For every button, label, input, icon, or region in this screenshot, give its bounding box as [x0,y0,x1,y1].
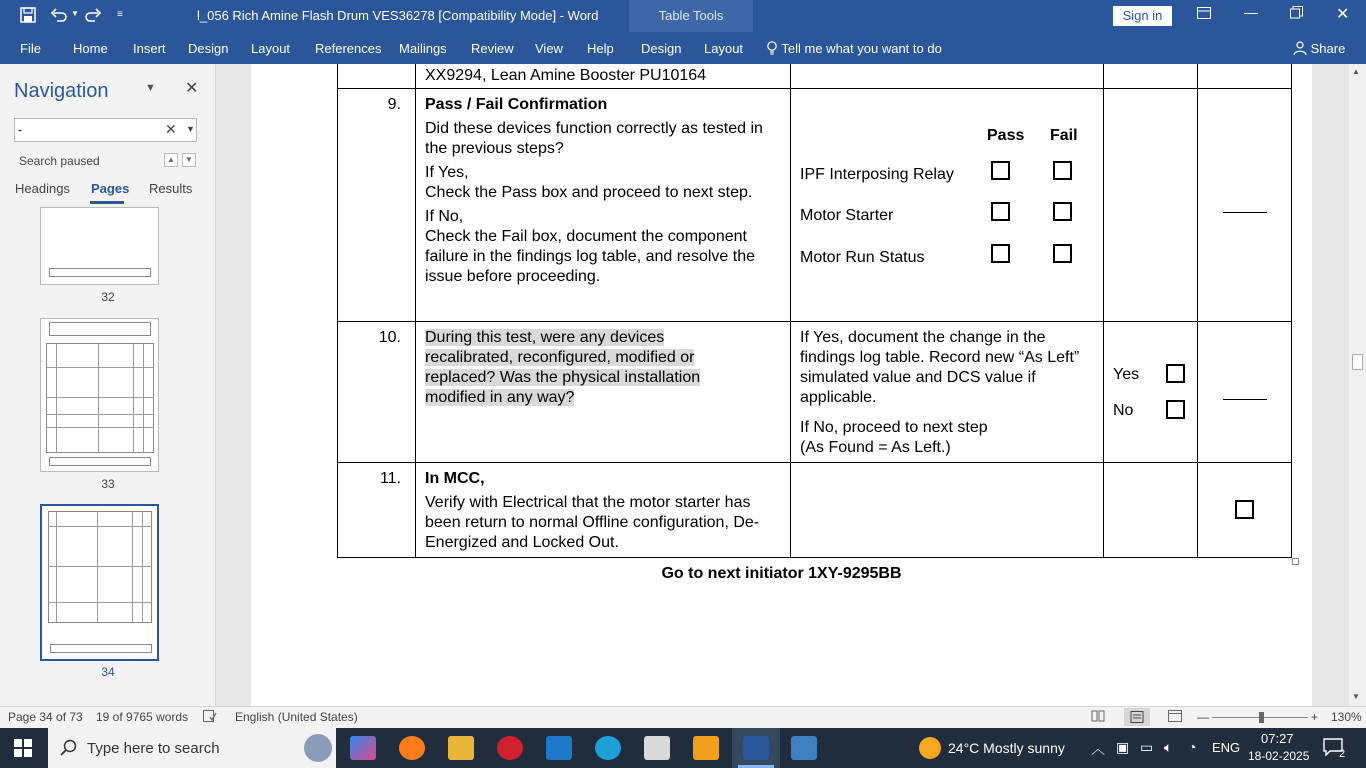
fail-column-label: Fail [1050,127,1078,144]
acceptance-criteria-cell[interactable] [791,64,1104,89]
thumb-line [142,511,143,623]
thumb-footer [49,268,151,277]
nav-tab-results[interactable]: Results [149,181,193,196]
ribbon-display-options-icon[interactable] [1197,6,1211,22]
step-heading: In MCC, [425,470,485,487]
language-tray[interactable]: ENG [1212,740,1241,755]
navigation-options-icon[interactable]: ▼ [145,82,156,94]
proofing-icon[interactable] [203,710,217,725]
next-result-icon[interactable]: ▼ [182,153,196,167]
result-cell[interactable] [1104,89,1198,322]
step-paragraph [425,163,782,203]
fail-checkbox[interactable] [1053,202,1072,221]
document-workspace[interactable] [217,64,1349,706]
firefox-icon[interactable] [399,736,425,760]
criteria-line: (As Found = As Left.) [800,439,951,456]
thumb-line [46,427,154,428]
step-paragraph [425,207,782,287]
close-pane-icon[interactable]: ✕ [185,80,199,97]
navigation-search-input[interactable]: - [18,122,23,137]
taskbar-search-box[interactable] [48,728,336,768]
tab-review[interactable]: Review [471,41,514,56]
share-label: Share [1310,41,1346,56]
page-count[interactable]: Page 34 of 73 [8,710,83,724]
thumb-table [46,343,154,453]
page-thumbnails [0,207,216,706]
thumb-line [46,414,154,415]
yes-checkbox[interactable] [1166,364,1185,383]
undo-icon[interactable] [50,7,68,28]
no-label: No [1113,402,1134,419]
active-tab-indicator [90,201,124,204]
remote-app-icon[interactable] [791,736,817,760]
thumb-line [97,511,98,623]
thumb-footer [50,644,152,653]
page-number-34: 34 [101,665,115,679]
search-highlight-icon [304,734,332,762]
criteria-paragraph: If Yes, document the change in the findings log table. Record new “As Left” simulated value and DCS value if applicable. [800,329,1080,406]
tab-help[interactable]: Help [587,41,614,56]
ribbon-tabs [0,32,1366,64]
criteria-line: If No, proceed to next step [800,419,988,436]
step-line: Check the Fail box, document the component failure in the findings log table, and resolve the issue before proceeding. [425,228,755,285]
thumb-line [48,526,152,527]
result-cell[interactable] [1104,322,1198,463]
speaker-icon[interactable]: 🔈︎ [1164,739,1173,755]
previous-result-icon[interactable]: ▲ [164,153,178,167]
print-layout-icon[interactable] [1124,708,1150,726]
tab-mailings[interactable]: Mailings [399,41,447,56]
weather-text[interactable]: 24°C Mostly sunny [948,740,1065,756]
step-paragraph: Did these devices function correctly as tested in the previous steps? [425,120,763,157]
taskbar [0,728,1366,768]
step-description-cell[interactable] [416,322,791,463]
thumb-line [48,602,152,603]
step-description-cell[interactable] [416,89,791,322]
step-paragraph [425,328,782,408]
tab-view[interactable]: View [535,41,563,56]
thumb-line [143,343,144,453]
scroll-thumb[interactable] [1352,354,1363,370]
thumb-footer [49,457,151,466]
clear-search-icon[interactable]: ✕ [165,121,177,137]
clock-date[interactable]: 18-02-2025 [1248,749,1310,763]
initials-cell[interactable] [1198,89,1292,322]
close-window-icon[interactable]: ✕ [1336,6,1350,23]
thumb-line [132,511,133,623]
file-explorer-icon[interactable] [448,736,474,760]
step-heading: Pass / Fail Confirmation [425,96,608,113]
page-thumbnail-32[interactable] [40,207,159,285]
initials-line [1223,399,1267,400]
result-cell[interactable] [1104,64,1198,89]
weather-icon[interactable] [919,737,941,759]
thumb-line [56,343,57,453]
step-number: 10. [338,322,416,463]
thumb-line [48,566,152,567]
word-icon [743,736,769,760]
step-paragraph: Verify with Electrical that the motor starter has been return to normal Offline configuration, De-Energized and Locked Out. [425,494,760,551]
navigation-title: Navigation [14,80,109,102]
initials-line [1223,212,1267,213]
mail-icon[interactable] [546,736,572,760]
device-label: Motor Starter [800,207,894,224]
page-number-33: 33 [101,477,115,491]
web-layout-icon[interactable] [1168,710,1182,725]
folder-app-icon[interactable] [693,736,719,760]
thumb-line [98,343,99,453]
customize-qat-icon[interactable]: ≡ [117,9,123,20]
language-indicator[interactable]: English (United States) [235,710,358,724]
criteria-paragraph [800,418,1095,458]
pass-checkbox[interactable] [991,161,1010,180]
scroll-up-icon[interactable]: ▲ [1352,67,1360,76]
table-row [338,64,1292,89]
search-icon [60,739,78,762]
result-cell[interactable] [1104,463,1198,558]
copilot-icon[interactable] [350,736,376,760]
thumb-line [56,511,57,623]
step-number-cell[interactable] [338,64,416,89]
read-mode-icon[interactable] [1091,710,1105,725]
thumb-header [49,322,151,336]
navigation-search-box[interactable] [14,118,197,142]
step-line: Check the Pass box and proceed to next step. [425,184,753,201]
status-bar [0,706,1366,728]
opera-icon[interactable] [497,736,523,760]
acceptance-criteria-cell[interactable] [791,322,1104,463]
navigation-pane [0,64,216,706]
notification-count: 2 [1339,748,1346,760]
pass-checkbox[interactable] [991,202,1010,221]
page-number-32: 32 [101,290,115,304]
save-icon[interactable] [20,7,36,28]
tab-home[interactable]: Home [73,41,108,56]
taskbar-search-placeholder: Type here to search [87,740,220,757]
zoom-in-icon[interactable]: + [1311,710,1319,724]
vertical-scrollbar[interactable] [1349,64,1366,706]
nav-tab-pages[interactable]: Pages [91,181,130,196]
system-tray-icon[interactable]: ▣ [1116,739,1130,755]
step-description-cell[interactable] [416,64,791,89]
share-button[interactable] [1293,41,1345,56]
initials-cell[interactable] [1198,322,1292,463]
tab-references[interactable]: References [315,41,382,56]
no-checkbox[interactable] [1166,400,1185,419]
windows-start-icon[interactable] [14,739,32,762]
minimize-icon[interactable]: — [1244,4,1258,20]
procedure-table[interactable] [337,64,1292,558]
table-row [338,463,1292,558]
thumb-table [48,511,152,623]
page-thumbnail-33[interactable] [40,318,159,472]
sign-in-button[interactable]: Sign in [1113,6,1172,26]
initials-cell[interactable] [1198,463,1292,558]
thumb-line [133,343,134,453]
document-page[interactable] [251,64,1312,706]
acceptance-criteria-cell[interactable] [791,463,1104,558]
nav-tab-headings[interactable]: Headings [15,181,70,196]
next-initiator-note: Go to next initiator 1XY-9295BB [661,565,902,582]
tab-design[interactable]: Design [188,41,229,56]
scroll-down-icon[interactable]: ▼ [1352,692,1360,701]
completion-checkbox[interactable] [1235,500,1254,519]
device-label: IPF Interposing Relay [800,166,954,183]
acceptance-criteria-cell[interactable] [791,89,1104,322]
fail-checkbox[interactable] [1053,244,1072,263]
table-row [338,322,1292,463]
thumb-line [46,367,154,368]
pass-column-label: Pass [987,127,1025,144]
chevron-up-icon[interactable]: ︿ [1091,741,1105,757]
undo-dropdown-icon[interactable]: ▼ [71,9,79,18]
tab-table-layout[interactable]: Layout [704,41,744,56]
tab-table-design[interactable]: Design [641,41,682,56]
step-number: 9. [338,89,416,322]
initials-cell[interactable] [1198,64,1292,89]
zoom-slider-thumb[interactable] [1259,712,1264,723]
restore-icon[interactable] [1290,6,1303,22]
search-status: Search paused [19,154,100,168]
step-number: 11. [338,463,416,558]
step-line: If Yes, [425,164,469,181]
tell-me-label: Tell me what you want to do [781,41,942,56]
battery-icon[interactable]: ▭ [1140,739,1154,755]
thumb-line [46,397,154,398]
wifi-icon[interactable]: ◔ [1188,739,1197,755]
page-thumbnail-34[interactable] [40,504,159,661]
tab-layout[interactable]: Layout [251,41,291,56]
search-options-icon[interactable]: ▼ [186,124,195,134]
row-text: XX9294, Lean Amine Booster PU10164 [425,67,707,84]
person-icon [1293,41,1311,56]
fail-checkbox[interactable] [1053,161,1072,180]
tab-file[interactable]: File [20,41,41,56]
tab-insert[interactable]: Insert [133,41,166,56]
selected-text: During this test, were any devices recalibrated, reconfigured, modified or replaced? Was the physical installation modified in any way? [425,329,701,406]
step-description-cell[interactable] [416,463,791,558]
zoom-level[interactable]: 130% [1331,710,1362,724]
yes-label: Yes [1113,366,1140,383]
clock-time[interactable]: 07:27 [1261,731,1294,746]
pass-checkbox[interactable] [991,244,1010,263]
lightbulb-icon [766,41,781,56]
word-count[interactable]: 19 of 9765 words [96,710,189,724]
device-label: Motor Run Status [800,249,925,266]
photo-app-icon[interactable] [644,736,670,760]
step-line: If No, [425,208,464,225]
table-tools-label: Table Tools [658,8,724,23]
zoom-out-icon[interactable]: — [1197,710,1209,724]
word-taskbar-button[interactable] [732,728,780,768]
redo-icon[interactable] [84,7,102,28]
tell-me-search[interactable] [766,41,942,56]
table-row [338,89,1292,322]
table-resize-handle[interactable] [1292,558,1299,565]
edge-icon[interactable] [595,736,621,760]
document-title: l_056 Rich Amine Flash Drum VES36278 [Compatibility Mode] - Word [197,8,599,23]
